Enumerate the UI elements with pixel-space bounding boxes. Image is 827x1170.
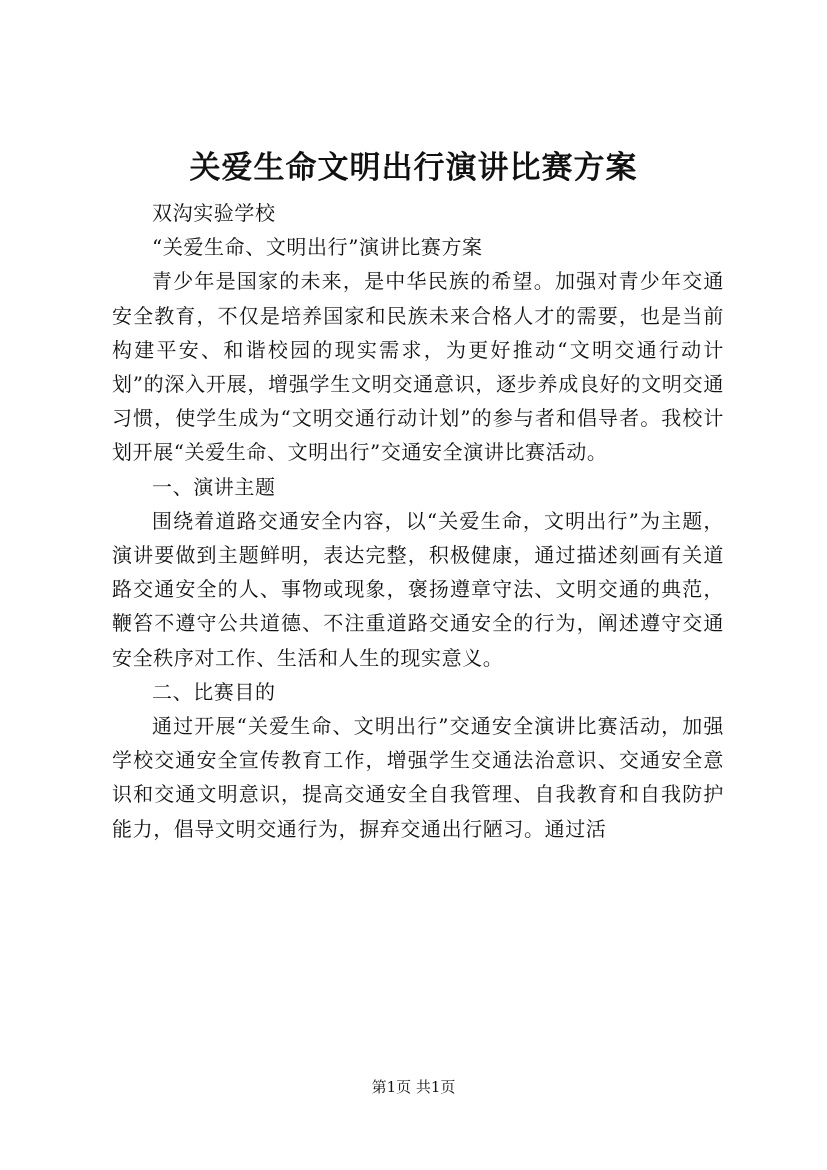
document-title: 关爱生命文明出行演讲比赛方案	[189, 150, 638, 186]
purpose-paragraph: 通过开展“关爱生命、文明出行”交通安全演讲比赛活动，加强学校交通安全宣传教育工作，增强学生交通法治意识、交通安全意识和交通文明意识，提高交通安全自我管理、自我教育和自我防护能力，倡导文明交通行为，摒弃交通出行陋习。通过活	[112, 714, 724, 841]
page-footer: 第1页 共1页	[371, 1078, 456, 1096]
section-heading-theme: 一、演讲主题	[152, 474, 276, 499]
school-name: 双沟实验学校	[152, 201, 276, 225]
theme-paragraph: 围绕着道路交通安全内容，以“关爱生命，文明出行”为主题，演讲要做到主题鲜明，表达完整，积极健康，通过描述刻画有关道路交通安全的人、事物或现象，褒扬遵章守法、文明交通的典范，鞭笞不遵守公共道德、不注重道路交通安全的行为，阐述遵守交通安全秩序对工作、生活和人生的现实意义。	[112, 508, 724, 670]
section-heading-purpose: 二、比赛目的	[152, 679, 276, 704]
intro-paragraph: 青少年是国家的未来，是中华民族的希望。加强对青少年交通安全教育，不仅是培养国家和民族未来合格人才的需要，也是当前构建平安、和谐校园的现实需求，为更好推动“文明交通行动计划”的深入开展，增强学生文明交通意识，逐步养成良好的文明交通习惯，使学生成为“文明交通行动计划”的参与者和倡导者。我校计划开展“关爱生命、文明出行”交通安全演讲比赛活动。	[112, 269, 724, 465]
document-body	[112, 196, 724, 846]
plan-subtitle: “关爱生命、文明出行”演讲比赛方案	[152, 235, 483, 260]
